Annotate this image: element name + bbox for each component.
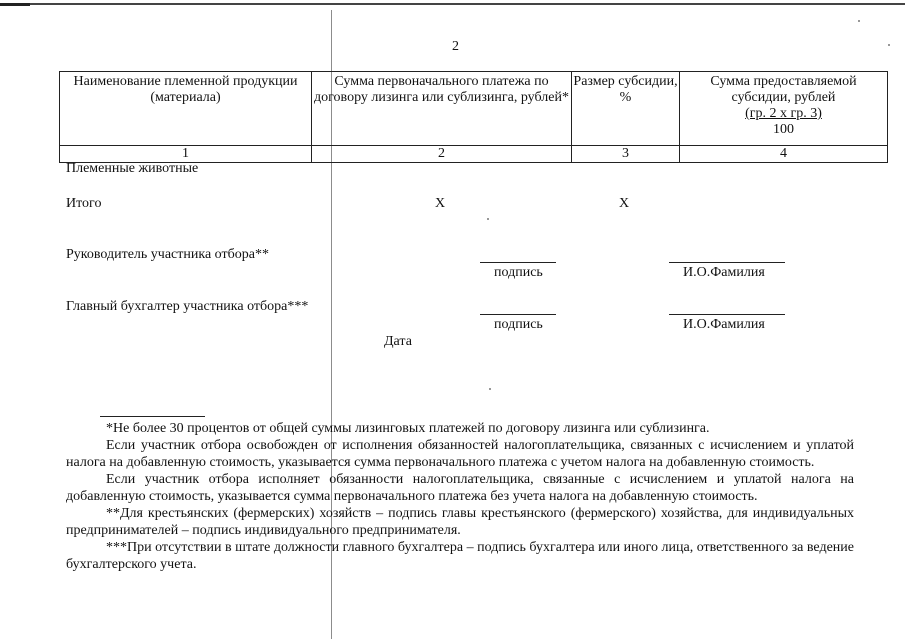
total-x-mark-percent: X (619, 196, 630, 211)
footnotes (66, 420, 854, 573)
accountant-name-line (669, 314, 785, 315)
scan-edge-mark (0, 3, 30, 6)
column-number: 3 (572, 146, 680, 163)
header-subsidy-percent: Размер субсидии, % (572, 72, 680, 146)
row-label-total: Итого (66, 196, 102, 211)
scan-edge-line (0, 3, 905, 5)
accountant-name-caption: И.О.Фамилия (683, 317, 765, 332)
date-label: Дата (384, 334, 412, 349)
subsidy-table (59, 71, 888, 163)
scan-speck (888, 44, 890, 46)
column-number: 4 (680, 146, 888, 163)
head-name-caption: И.О.Фамилия (683, 265, 765, 280)
header-divisor: 100 (773, 122, 794, 137)
footnote-3: Если участник отбора исполняет обязанности налогоплательщика, связанные с исчислением и уплатой налога на добавленную стоимость, указывается сумма первоначального платежа без учета налога на добавленную стоимость. (66, 472, 854, 504)
header-subsidy-amount (680, 72, 888, 146)
column-number: 1 (60, 146, 312, 163)
total-x-mark-payment: X (435, 196, 446, 211)
scan-speck (858, 20, 860, 22)
head-signature-label: Руководитель участника отбора** (66, 247, 269, 262)
header-formula: (гр. 2 х гр. 3) (745, 106, 822, 121)
header-initial-payment: Сумма первоначального платежа по договору лизинга или сублизинга, рублей* (312, 72, 572, 146)
table-row-column-numbers (60, 146, 888, 163)
footnote-2: Если участник отбора освобожден от исполнения обязанностей налогоплательщика, связанных с исчислением и уплатой налога на добавленную стоимость, указывается сумма первоначального платежа с учетом налога на добавленную стоимость. (66, 438, 854, 470)
scan-speck (489, 388, 491, 390)
head-signature-line (480, 262, 556, 263)
head-name-line (669, 262, 785, 263)
head-signature-caption: подпись (494, 265, 543, 280)
accountant-signature-line (480, 314, 556, 315)
column-number: 2 (312, 146, 572, 163)
table-header-row (60, 72, 888, 146)
footnote-1: *Не более 30 процентов от общей суммы лизинговых платежей по договору лизинга или сублизинга. (106, 421, 710, 436)
page-number: 2 (452, 39, 459, 54)
row-label-animals: Племенные животные (66, 161, 199, 176)
header-subsidy-amount-label: Сумма предоставляемой субсидии, рублей (710, 74, 857, 105)
accountant-signature-caption: подпись (494, 317, 543, 332)
scan-speck (487, 218, 489, 220)
accountant-signature-label: Главный бухгалтер участника отбора*** (66, 299, 309, 314)
footnote-separator (100, 416, 205, 417)
header-product-name: Наименование племенной продукции (материала) (60, 72, 312, 146)
footnote-5: ***При отсутствии в штате должности главного бухгалтера – подпись бухгалтера или иного лица, ответственного за ведение бухгалтерского учета. (66, 540, 854, 572)
footnote-4: **Для крестьянских (фермерских) хозяйств – подпись главы крестьянского (фермерского) хозяйства, для индивидуальных предпринимателей – подпись индивидуального предпринимателя. (66, 506, 854, 538)
